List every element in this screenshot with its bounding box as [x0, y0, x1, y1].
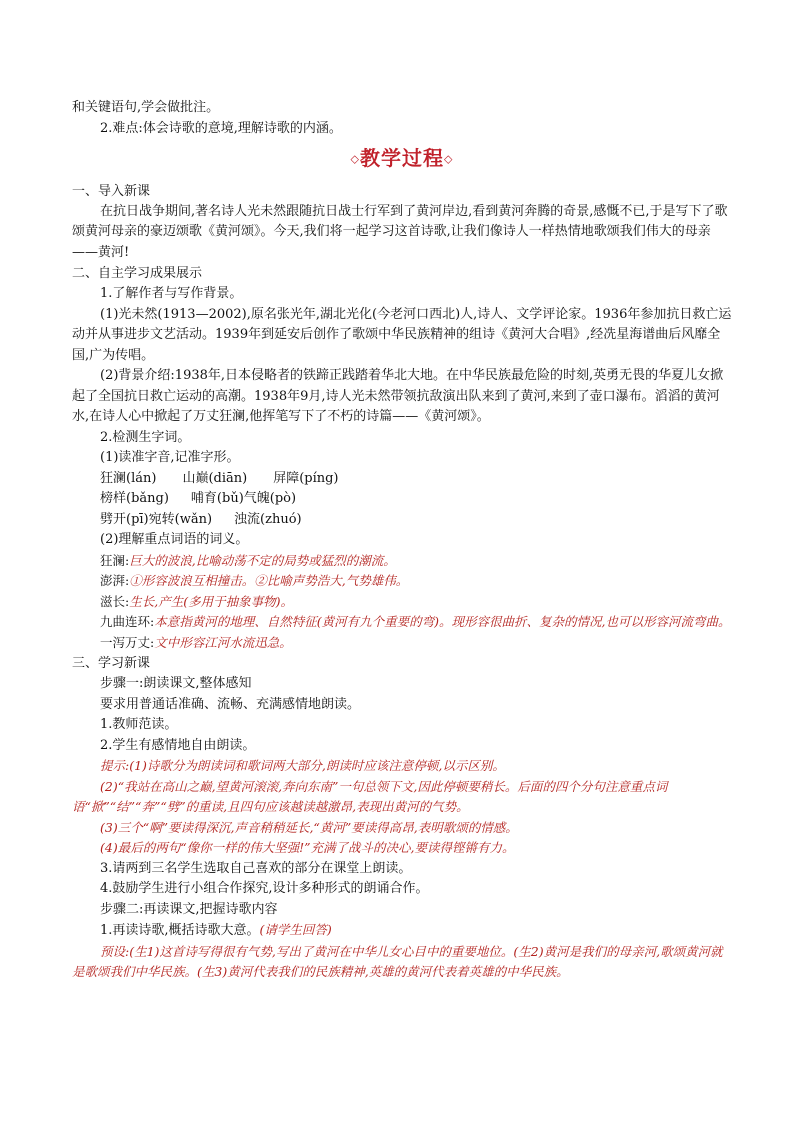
word-def: 文中形容江河水流迅急。: [154, 634, 292, 650]
preset-answer: 预设:(生1)这首诗写得很有气势,写出了黄河在中华儿女心目中的重要地位。(生2)黄河是我们的母亲河,歌颂黄河就是歌颂我们中华民族。(生3)黄河代表我们的民族精神,英雄的黄河代表着英雄的中华民族。: [72, 943, 723, 979]
char-item: 狂澜(lán): [100, 470, 157, 486]
reading-step-3: 3.请两到三名学生选取自己喜欢的部分在课堂上朗读。: [100, 860, 412, 876]
question-1-text: 1.再读诗歌,概括诗歌大意。: [100, 923, 260, 938]
word-term: 九曲连环:: [100, 614, 155, 629]
char-item: 山巅(diān): [182, 470, 248, 486]
reading-requirement: 要求用普通话准确、流畅、充满感情地朗读。: [100, 696, 361, 712]
word-def: ①形容波浪互相撞击。②比喻声势浩大,气势雄伟。: [129, 573, 409, 588]
word-def: 巨大的波浪,比喻动荡不定的局势或猛烈的潮流。: [129, 552, 396, 568]
heading-self-study: 二、自主学习成果展示: [72, 266, 203, 281]
reading-step-2: 2.学生有感情地自由朗读。: [100, 737, 256, 753]
word-definition: [72, 571, 732, 592]
word-definition: [72, 551, 732, 572]
char-row-2: [72, 489, 732, 510]
question-1-note: (请学生回答): [259, 922, 332, 937]
char-item: 榜样(bǎng): [100, 491, 169, 506]
word-term: 滋长:: [100, 593, 130, 609]
word-definition: [72, 592, 732, 613]
reading-tip-1: 提示:(1)诗歌分为朗读词和歌词两大部分,朗读时应该注意停顿,以示区别。: [100, 758, 505, 773]
reading-tip-3: (3)三个“啊”要读得深沉,声音稍稍延长,“黄河”要读得高昂,表明歌颂的情感。: [100, 819, 518, 835]
char-item: 浊流(zhuó): [234, 511, 302, 527]
char-item: 哺育(bǔ): [190, 491, 244, 506]
char-row-3: [72, 510, 732, 531]
reading-tip-2: (2)“我站在高山之巅,望黄河滚滚,奔向东南”一句总领下文,因此停顿要稍长。后面的四个分句注意重点词语“掀”“结”“奔”“劈”的重读,且四句应该越读越激昂,表现出黄河的气势。: [72, 778, 668, 814]
intro-line-1: 和关键语句,学会做批注。: [72, 100, 220, 115]
char-row-1: [72, 469, 732, 490]
reading-step-1: 1.教师范读。: [100, 717, 178, 732]
diamond-right-icon: ◇: [444, 152, 454, 166]
question-1: [72, 920, 732, 942]
word-term: 狂澜:: [100, 552, 130, 568]
word-term: 澎湃:: [100, 573, 130, 588]
heading-new-lesson: 三、学习新课: [72, 656, 151, 671]
author-paragraph: (1)光未然(1913—2002),原名张光年,湖北光化(今老河口西北)人,诗人、文学评论家。1936年参加抗日救亡运动并从事进步文艺活动。1939年到延安后创作了歌颂中华民族精神的组诗《黄河大合唱》,经冼星海谱曲后风靡全国,广为传唱。: [72, 306, 732, 363]
word-term: 一泻万丈:: [100, 634, 155, 650]
word-def: 本意指黄河的地理、自然特征(黄河有九个重要的弯)。现形容很曲折、复杂的情况,也可以形容河流弯曲。: [154, 614, 731, 629]
vocab-sub-2: (2)理解重点词语的词义。: [100, 532, 249, 547]
word-def: 生长,产生(多用于抽象事物)。: [129, 593, 293, 609]
char-item: 宛转(wǎn): [148, 511, 213, 527]
item-vocab-check: 2.检测生字词。: [100, 429, 191, 445]
intro-paragraph: 在抗日战争期间,著名诗人光未然跟随抗日战士行军到了黄河岸边,看到黄河奔腾的奇景,感慨不已,于是写下了歌颂黄河母亲的豪迈颂歌《黄河颂》。今天,我们将一起学习这首诗歌,让我们像诗人一样热情地歌颂我们伟大的母亲——黄河!: [72, 203, 728, 260]
char-item: 气魄(pò): [243, 491, 297, 506]
heading-intro: 一、导入新课: [72, 183, 151, 199]
word-definition: [72, 633, 732, 654]
background-paragraph: (2)背景介绍:1938年,日本侵略者的铁蹄正践踏着华北大地。在中华民族最危险的时刻,英勇无畏的华夏儿女掀起了全国抗日救亡运动的高潮。1938年9月,诗人光未然带领抗敌演出队来到了黄河,来到了壶口瀑布。滔滔的黄河水,在诗人心中掀起了万丈狂澜,他挥笔写下了不朽的诗篇——《黄河颂》。: [72, 368, 724, 424]
diamond-left-icon: ◇: [350, 152, 360, 166]
char-item: 劈开(pī): [100, 511, 149, 527]
char-item: 屏障(píng): [273, 470, 339, 486]
item-author-background: 1.了解作者与写作背景。: [100, 286, 243, 301]
vocab-sub-1: (1)读准字音,记准字形。: [100, 450, 240, 465]
section-title: [72, 141, 732, 177]
step-2-title: 步骤二:再读课文,把握诗歌内容: [100, 901, 278, 917]
intro-line-2: 2.难点:体会诗歌的意境,理解诗歌的内涵。: [100, 120, 342, 136]
word-definition: [72, 612, 732, 633]
step-1-title: 步骤一:朗读课文,整体感知: [100, 676, 252, 691]
section-title-text: 教学过程: [360, 146, 444, 170]
reading-tip-4: (4)最后的两句“像你一样的伟大坚强!”充满了战斗的决心,要读得铿锵有力。: [100, 840, 515, 855]
reading-step-4: 4.鼓励学生进行小组合作探究,设计多种形式的朗诵合作。: [100, 881, 429, 896]
lesson-page: [72, 98, 732, 983]
